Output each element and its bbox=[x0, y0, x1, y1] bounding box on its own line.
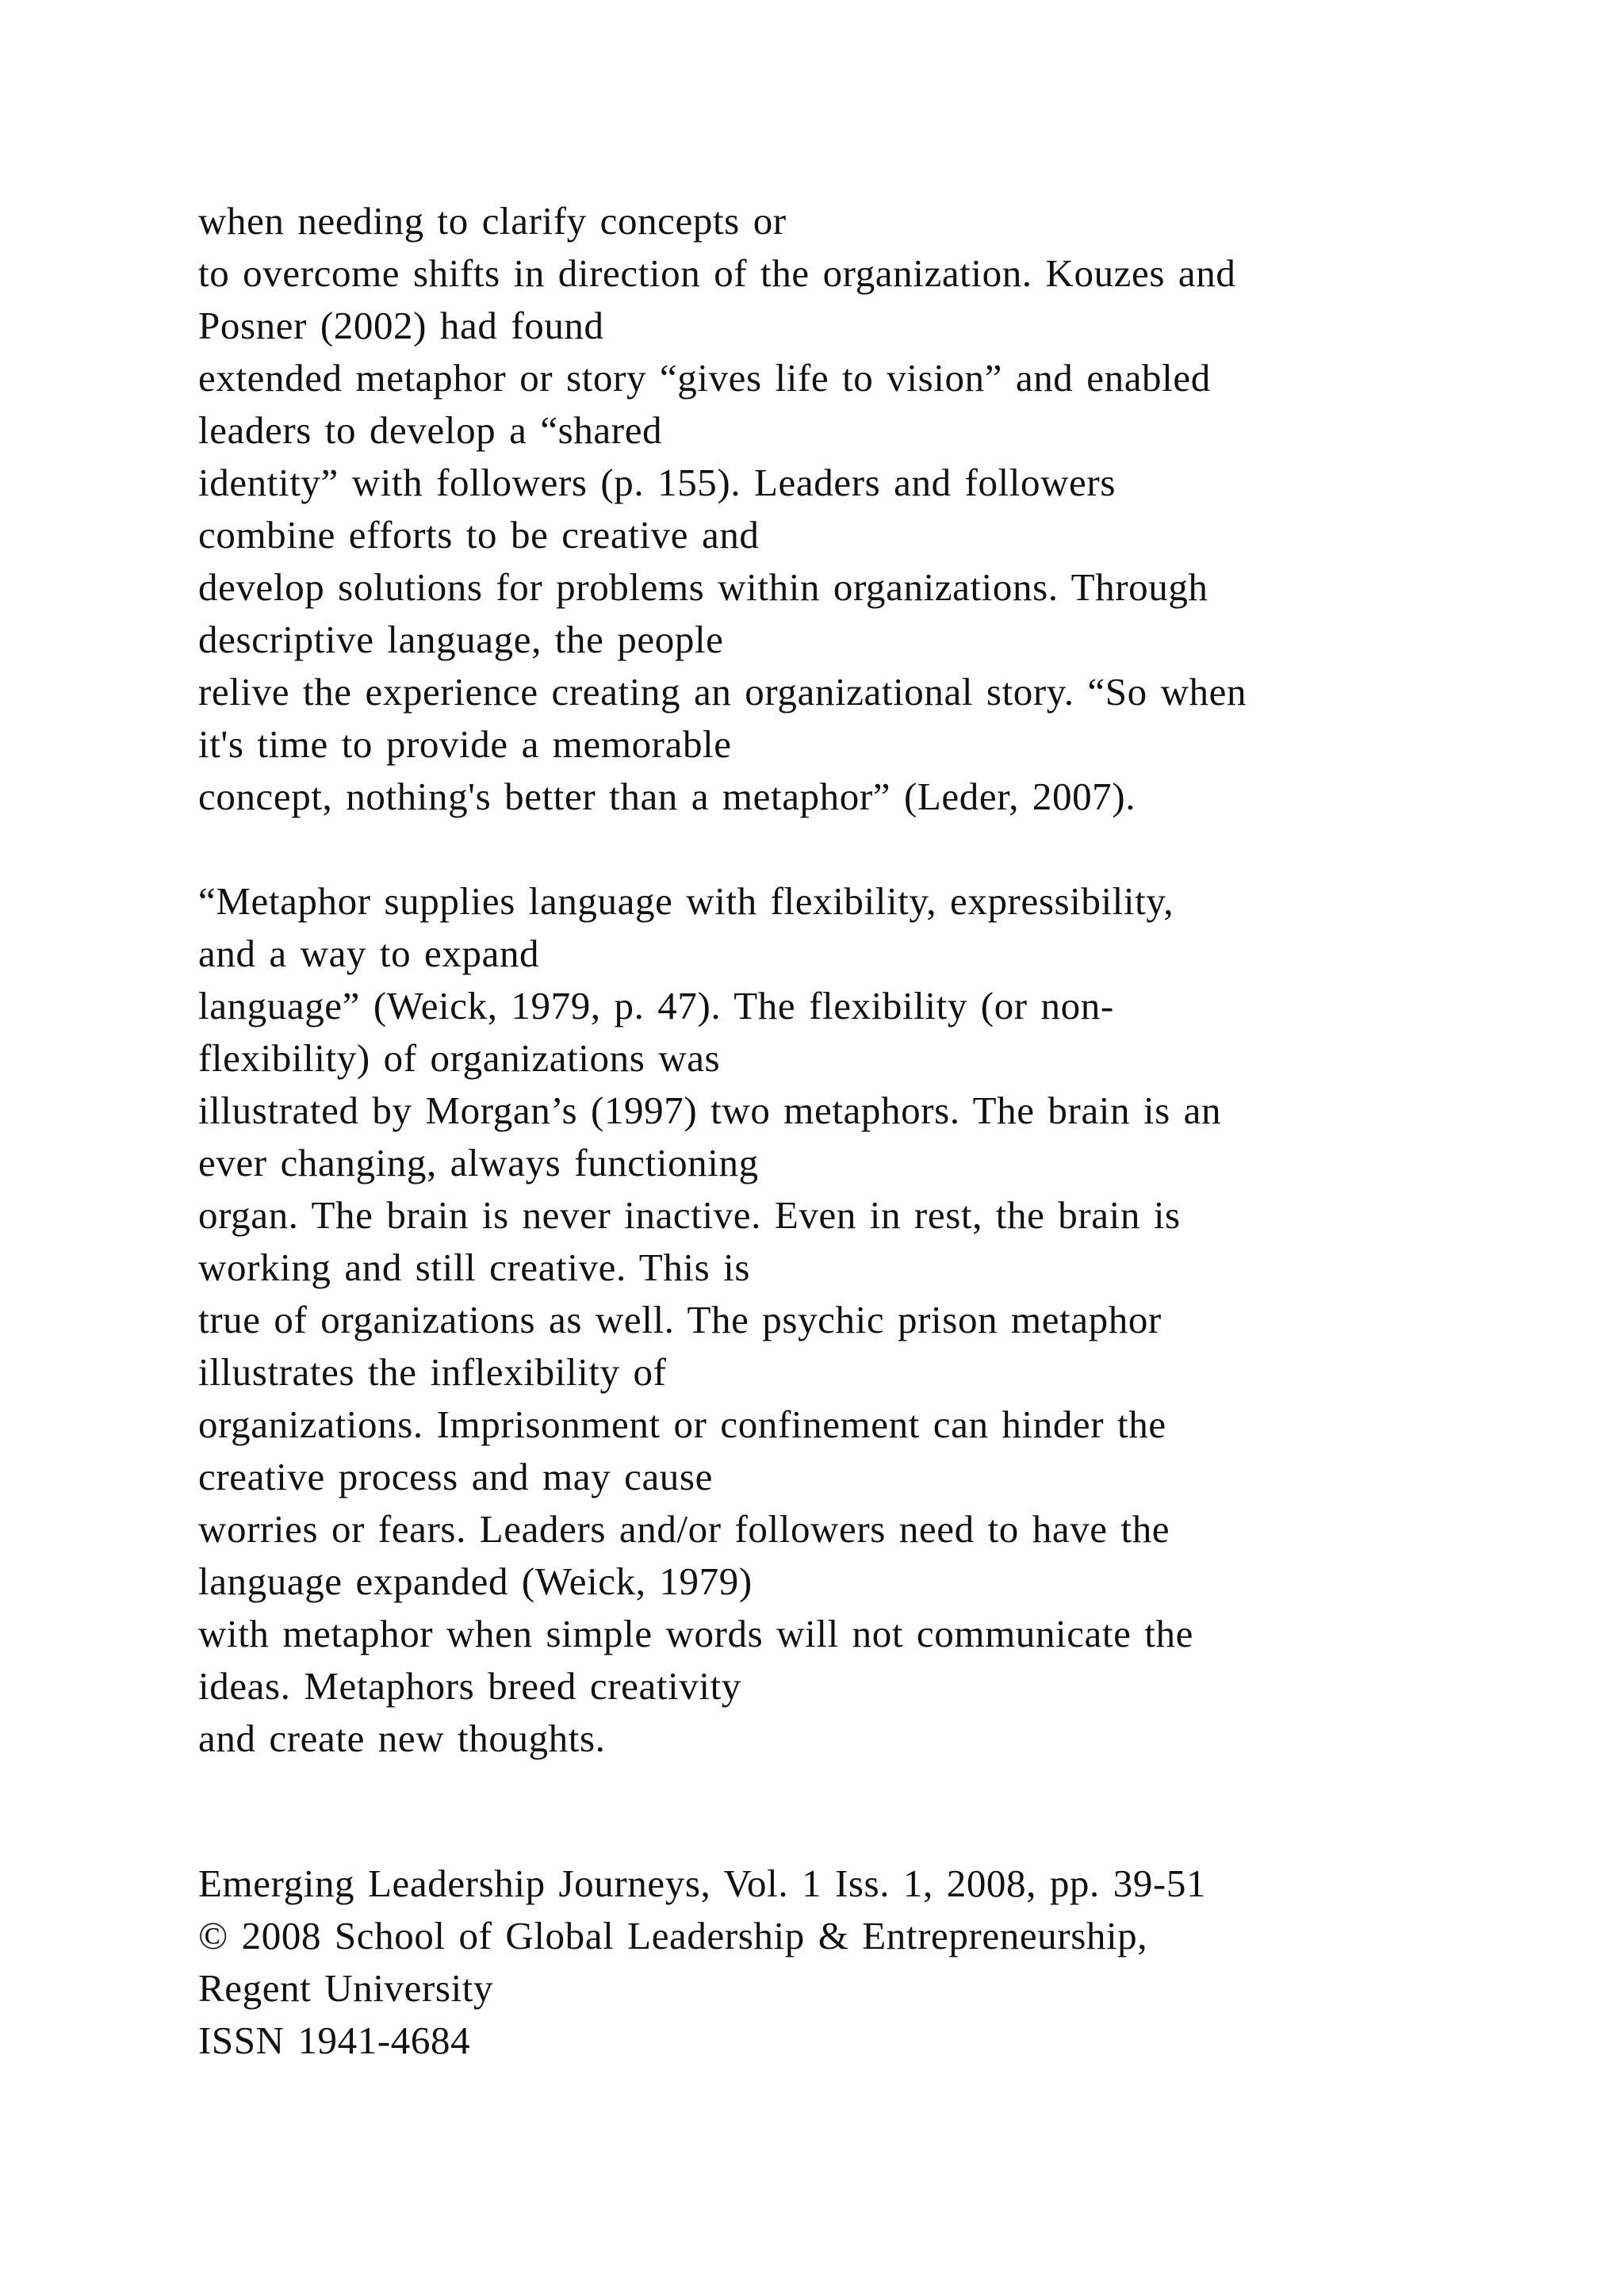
text-line: language expanded (Weick, 1979) bbox=[198, 1559, 753, 1603]
text-line: language” (Weick, 1979, p. 47). The flexibility (or non- bbox=[198, 984, 1114, 1027]
text-line: flexibility) of organizations was bbox=[198, 1036, 721, 1080]
body-text bbox=[198, 195, 1546, 1765]
university-name: Regent University bbox=[198, 1966, 494, 2010]
text-line: develop solutions for problems within organizations. Through bbox=[198, 565, 1208, 609]
text-line: organizations. Imprisonment or confinement can hinder the bbox=[198, 1402, 1166, 1446]
text-line: ever changing, always functioning bbox=[198, 1141, 759, 1184]
text-line: illustrated by Morgan’s (1997) two metaphors. The brain is an bbox=[198, 1089, 1222, 1132]
text-line: to overcome shifts in direction of the organization. Kouzes and bbox=[198, 251, 1236, 295]
text-line: worries or fears. Leaders and/or followers need to have the bbox=[198, 1507, 1170, 1551]
text-line: working and still creative. This is bbox=[198, 1246, 751, 1289]
text-line: and create new thoughts. bbox=[198, 1716, 606, 1760]
text-line: when needing to clarify concepts or bbox=[198, 199, 787, 243]
text-line: combine efforts to be creative and bbox=[198, 513, 760, 557]
paragraph-1 bbox=[198, 195, 1546, 823]
issn-line: ISSN 1941-4684 bbox=[198, 2019, 471, 2062]
text-line: relive the experience creating an organizational story. “So when bbox=[198, 670, 1247, 714]
text-line: true of organizations as well. The psychic prison metaphor bbox=[198, 1298, 1162, 1341]
text-line: concept, nothing's better than a metaphor” (Leder, 2007). bbox=[198, 775, 1136, 818]
text-line: illustrates the inflexibility of bbox=[198, 1350, 667, 1394]
text-line: with metaphor when simple words will not communicate the bbox=[198, 1612, 1193, 1655]
paragraph-2 bbox=[198, 875, 1546, 1765]
journal-footer bbox=[198, 1858, 1546, 2067]
text-line: creative process and may cause bbox=[198, 1455, 713, 1498]
copyright-line: © 2008 School of Global Leadership & Entrepreneurship, bbox=[198, 1914, 1148, 1957]
journal-citation: Emerging Leadership Journeys, Vol. 1 Iss. 1, 2008, pp. 39-51 bbox=[198, 1862, 1207, 1905]
text-line: Posner (2002) had found bbox=[198, 304, 604, 347]
text-line: organ. The brain is never inactive. Even in rest, the brain is bbox=[198, 1193, 1181, 1237]
text-line: and a way to expand bbox=[198, 932, 540, 975]
text-line: “Metaphor supplies language with flexibility, expressibility, bbox=[198, 879, 1174, 923]
text-line: ideas. Metaphors breed creativity bbox=[198, 1664, 741, 1708]
text-line: it's time to provide a memorable bbox=[198, 722, 732, 766]
text-line: leaders to develop a “shared bbox=[198, 408, 663, 452]
text-line: extended metaphor or story “gives life to vision” and enabled bbox=[198, 356, 1211, 400]
paragraph-gap bbox=[198, 823, 1546, 875]
text-line: descriptive language, the people bbox=[198, 618, 724, 661]
text-line: identity” with followers (p. 155). Leaders and followers bbox=[198, 461, 1116, 504]
